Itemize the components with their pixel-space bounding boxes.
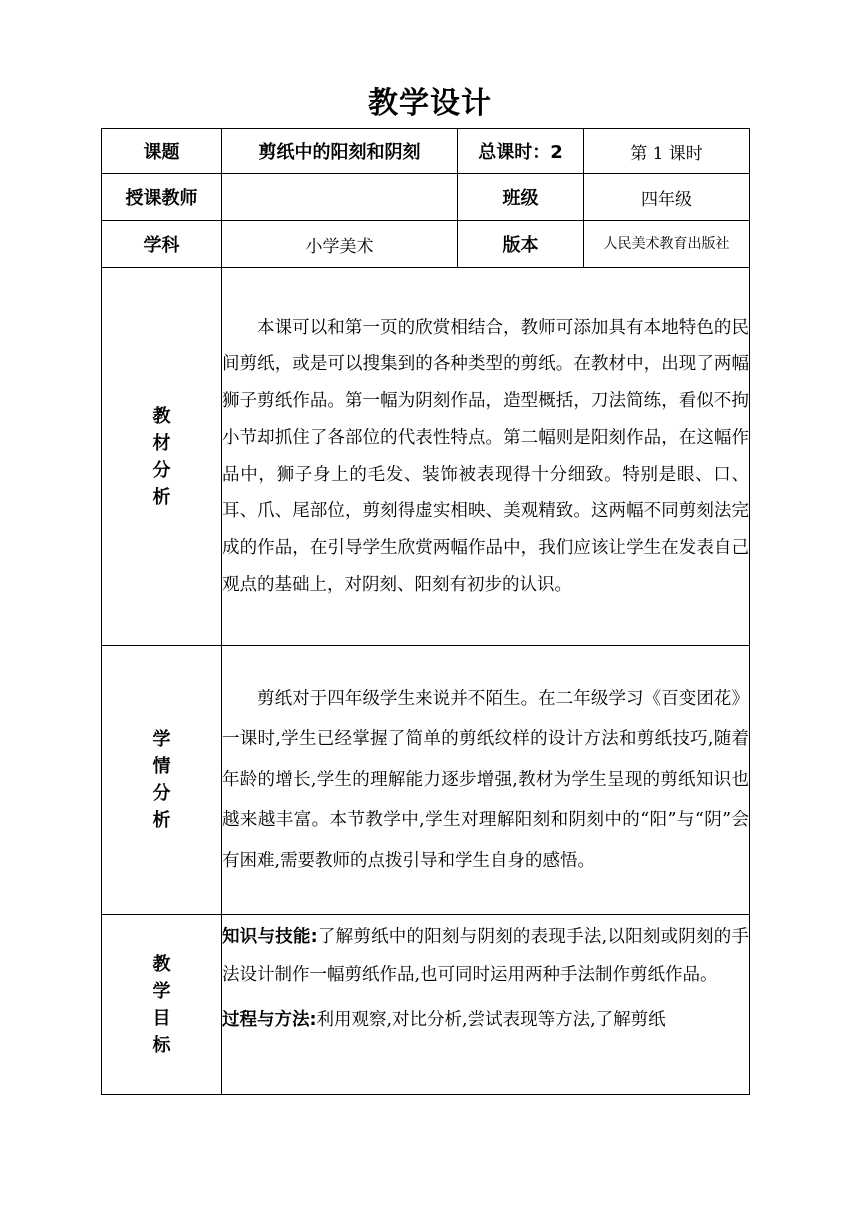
page-title: 教学设计 xyxy=(368,86,492,121)
label-char: 分 xyxy=(152,459,171,481)
knowledge-skills-label: 知识与技能: xyxy=(222,927,318,947)
label-char: 材 xyxy=(152,432,171,454)
topic-row xyxy=(102,129,750,174)
process-methods-text: 利用观察,对比分析,尝试表现等方法,了解剪纸 xyxy=(316,1010,666,1030)
topic-value: 剪纸中的阳刻和阴刻 xyxy=(222,129,458,174)
label-char: 析 xyxy=(152,810,171,831)
knowledge-skills-paragraph xyxy=(222,915,749,994)
teacher-value xyxy=(222,174,458,221)
label-char: 教 xyxy=(152,953,171,975)
edition-value: 人民美术教育出版社 xyxy=(584,221,750,268)
label-char: 学 xyxy=(152,729,171,750)
topic-label: 课题 xyxy=(102,129,222,174)
knowledge-skills-text: 了解剪纸中的阳刻与阴刻的表现手法,以阳刻或阴刻的手法设计制作一幅剪纸作品,也可同时运用两种手法制作剪纸作品。 xyxy=(222,927,749,985)
student-analysis-row xyxy=(102,646,750,915)
label-char: 标 xyxy=(152,1034,171,1056)
class-value: 四年级 xyxy=(584,174,750,221)
teacher-row xyxy=(102,174,750,221)
label-char: 学 xyxy=(152,980,171,1002)
student-analysis-text: 剪纸对于四年级学生来说并不陌生。在二年级学习《百变团花》一课时,学生已经掌握了简单的剪纸纹样的设计方法和剪纸技巧,随着年龄的增长,学生的理解能力逐步增强,教材为学生呈现的剪纸知识也越来越丰富。本节教学中,学生对理解阳刻和阴刻中的“阳”与“阴”会有困难,需要教师的点拨引导和学生自身的感悟。 xyxy=(222,646,750,915)
label-char: 情 xyxy=(152,756,171,777)
label-char: 分 xyxy=(152,783,171,804)
teaching-goals-row xyxy=(102,915,750,1095)
subject-value: 小学美术 xyxy=(222,221,458,268)
teaching-goals-label xyxy=(102,915,222,1095)
teaching-goals-content xyxy=(222,915,750,1095)
teacher-label: 授课教师 xyxy=(102,174,222,221)
material-analysis-row xyxy=(102,268,750,646)
material-analysis-label xyxy=(102,268,222,646)
subject-row xyxy=(102,221,750,268)
student-analysis-label xyxy=(102,646,222,915)
class-label: 班级 xyxy=(458,174,584,221)
label-char: 教 xyxy=(152,405,171,427)
process-methods-paragraph xyxy=(222,1002,749,1040)
label-char: 析 xyxy=(152,486,171,508)
edition-label: 版本 xyxy=(458,221,584,268)
material-analysis-text: 本课可以和第一页的欣赏相结合，教师可添加具有本地特色的民间剪纸，或是可以搜集到的各种类型的剪纸。在教材中，出现了两幅狮子剪纸作品。第一幅为阴刻作品，造型概括，刀法简练，看似不拘小节却抓住了各部位的代表性特点。第二幅则是阳刻作品，在这幅作品中，狮子身上的毛发、装饰被表现得十分细致。特别是眼、口、耳、爪、尾部位，剪刻得虚实相映、美观精致。这两幅不同剪刻法完成的作品，在引导学生欣赏两幅作品中，我们应该让学生在发表自己观点的基础上，对阴刻、阳刻有初步的认识。 xyxy=(222,268,750,646)
lesson-plan-table xyxy=(101,128,750,1095)
total-hours-label: 总课时：2 xyxy=(458,129,584,174)
process-methods-label: 过程与方法: xyxy=(222,1010,317,1030)
subject-label: 学科 xyxy=(102,221,222,268)
label-char: 目 xyxy=(152,1007,171,1029)
period-value: 第 1 课时 xyxy=(584,129,750,174)
